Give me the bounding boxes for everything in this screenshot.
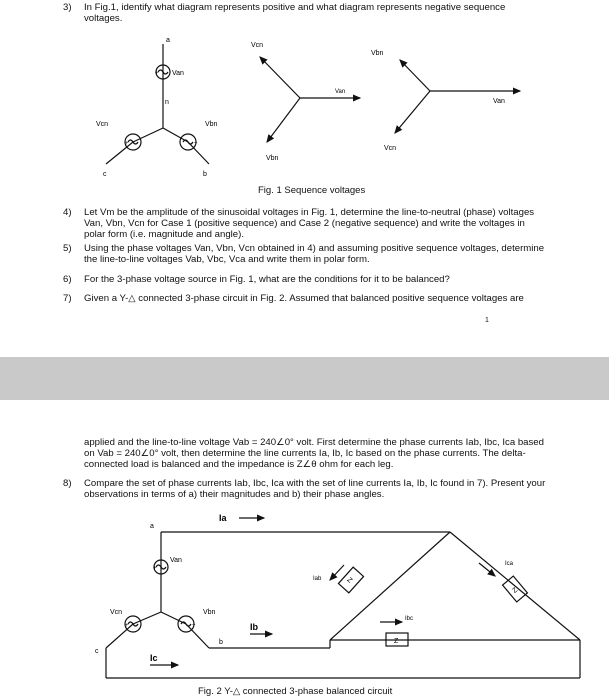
node-c-label: c <box>103 171 107 178</box>
question-4-number: 4) <box>63 207 72 218</box>
vcn-source-label: Vcn <box>96 121 109 128</box>
fig2-node-a-label: a <box>150 523 154 530</box>
z-bc-label: Z <box>394 638 399 645</box>
svg-text:+: + <box>125 623 129 629</box>
question-8-line-1: Compare the set of phase currents Iab, Ibc, Ica with the set of line currents Ia, Ib, Ic found in 7). Present your <box>84 478 546 489</box>
svg-text:+: + <box>155 71 159 77</box>
question-7-continued <box>84 437 604 473</box>
van-source-label: Van <box>172 70 184 77</box>
center-van-label: Van <box>335 89 346 95</box>
fig2-vcn-label: Vcn <box>110 609 123 616</box>
phasor-diagram-right <box>395 60 520 133</box>
question-7-cont-line-1: applied and the line-to-line voltage Vab = 240∠0° volt. First determine the phase currents Iab, Ibc, Ica based <box>84 437 544 448</box>
question-7 <box>63 293 603 305</box>
ib-label: Ib <box>250 622 258 632</box>
question-4-line-1: Let Vm be the amplitude of the sinusoidal voltages in Fig. 1, determine the line-to-neutral (phase) voltages <box>84 207 535 218</box>
question-5-line-2: the line-to-line voltages Vab, Vbc, Vca and write them in polar form. <box>84 254 370 265</box>
current-arrows <box>150 518 495 665</box>
question-5-line-1: Using the phase voltages Van, Vbn, Vcn obtained in 4) and assuming positive sequence voltages, determine <box>84 243 545 254</box>
ia-label: Ia <box>219 513 227 523</box>
phasor-diagram-center <box>260 57 360 142</box>
fig2-van-label: Van <box>170 557 182 564</box>
question-4-line-2: Van, Vbn, Vcn for Case 1 (positive sequence) and Case 2 (negative sequence) and write the voltages in <box>84 218 525 229</box>
fig2-node-b-label: b <box>219 639 223 646</box>
svg-text:+: + <box>194 141 198 147</box>
svg-text:+: + <box>125 141 129 147</box>
question-7-cont-line-3: connected load is balanced and the impedance is Z∠θ ohm for each leg. <box>84 459 394 470</box>
svg-text:+: + <box>153 566 157 572</box>
figure-1-caption: Fig. 1 Sequence voltages <box>258 185 366 196</box>
question-8 <box>63 478 603 502</box>
vbn-source-label: Vbn <box>205 121 218 128</box>
node-a-label: a <box>166 37 170 44</box>
question-6 <box>63 274 603 286</box>
question-5-number: 5) <box>63 243 72 254</box>
question-3 <box>63 2 603 26</box>
question-4 <box>63 207 603 243</box>
question-3-number: 3) <box>63 2 72 13</box>
question-3-line-2: voltages. <box>84 13 123 24</box>
wye-delta-circuit <box>106 532 580 678</box>
figure-1 <box>0 25 609 200</box>
z-ab-label: Z <box>345 576 354 585</box>
question-8-number: 8) <box>63 478 72 489</box>
page-break <box>0 357 609 400</box>
center-vcn-label: Vcn <box>251 42 264 49</box>
question-7-number: 7) <box>63 293 72 304</box>
ibc-label: Ibc <box>405 616 414 622</box>
question-6-number: 6) <box>63 274 72 285</box>
question-4-line-3: polar form (i.e. magnitude and angle). <box>84 229 244 240</box>
fig2-vbn-label: Vbn <box>203 609 216 616</box>
question-7-cont-line-2: on Vab = 240∠0° volt, then determine the line currents Ia, Ib, Ic based on the phase currents. The delta- <box>84 448 526 459</box>
svg-text:+: + <box>192 623 196 629</box>
question-3-line-1: In Fig.1, identify what diagram represents positive and what diagram represents negative sequence <box>84 2 506 13</box>
figure-2 <box>0 505 609 700</box>
question-7-line-1: Given a Y-△ connected 3-phase circuit in Fig. 2. Assumed that balanced positive sequence voltages are <box>84 293 524 304</box>
z-ca-label: Z <box>511 586 520 595</box>
ica-label: Ica <box>505 561 514 567</box>
ic-label: Ic <box>150 653 158 663</box>
iab-label: Iab <box>313 576 322 582</box>
node-b-label: b <box>203 171 207 178</box>
question-6-line-1: For the 3-phase voltage source in Fig. 1, what are the conditions for it to be balanced? <box>84 274 450 285</box>
page-number: 1 <box>485 317 489 324</box>
right-vbn-label: Vbn <box>371 50 384 57</box>
question-5 <box>63 243 603 267</box>
question-8-line-2: observations in terms of a) their magnitudes and b) their phase angles. <box>84 489 385 500</box>
node-n-label: n <box>165 99 169 106</box>
fig2-node-c-label: c <box>95 648 99 655</box>
right-van-label: Van <box>493 98 505 105</box>
center-vbn-label: Vbn <box>266 155 279 162</box>
right-vcn-label: Vcn <box>384 145 397 152</box>
figure-2-caption: Fig. 2 Y-△ connected 3-phase balanced circuit <box>198 686 393 697</box>
